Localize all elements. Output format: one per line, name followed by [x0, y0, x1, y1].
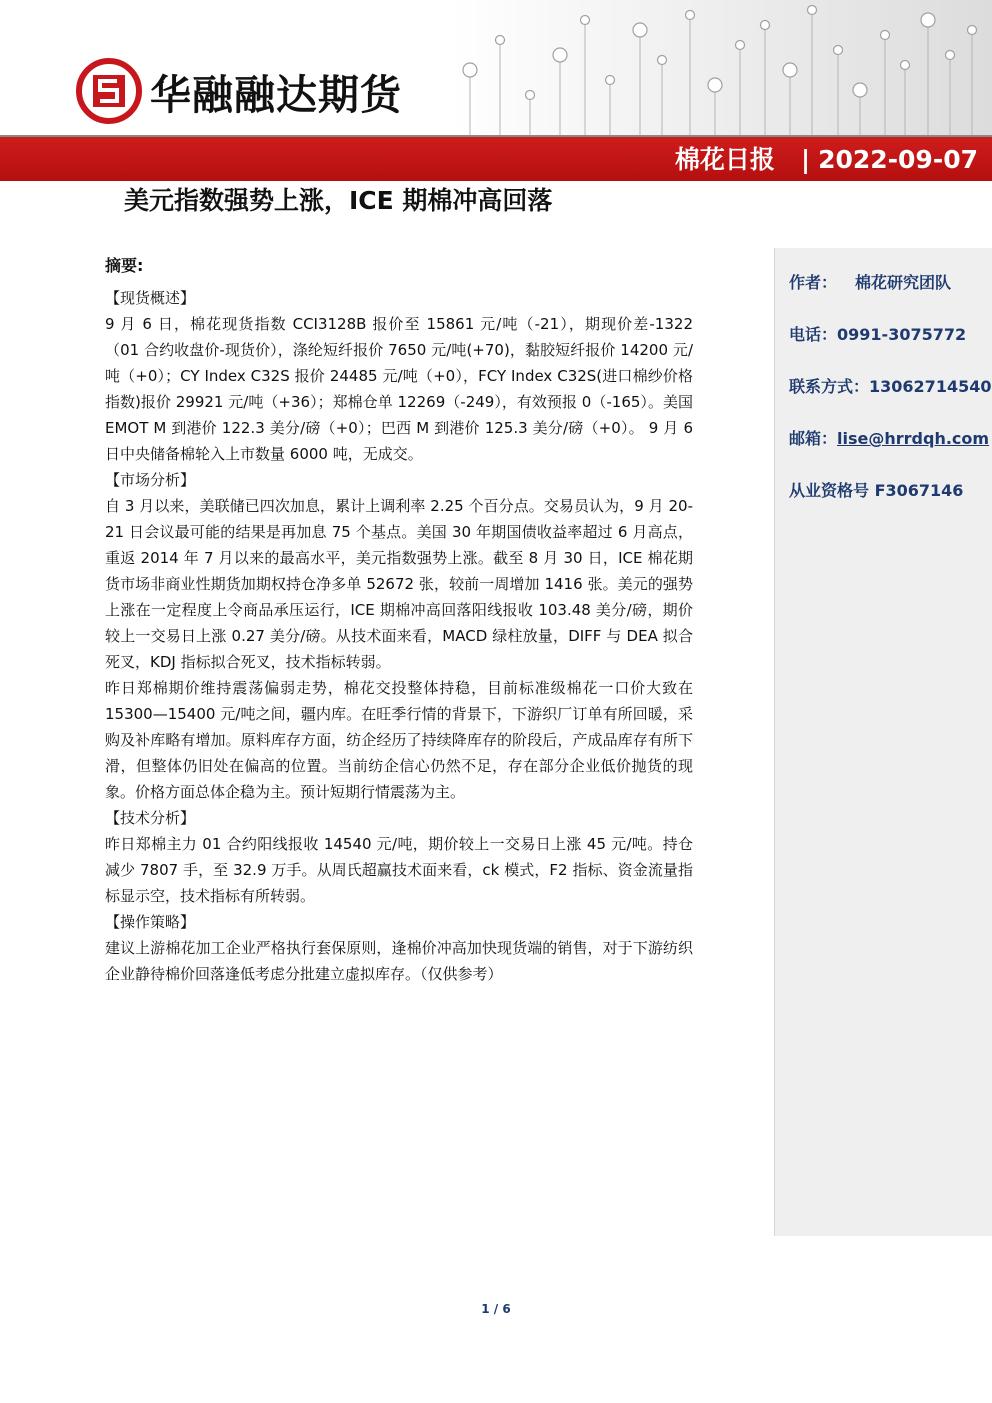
email-label: 邮箱： [789, 429, 838, 448]
market-section-title: 【市场分析】 [105, 471, 196, 489]
spot-section-title: 【现货概述】 [105, 289, 196, 307]
email-row [789, 426, 989, 449]
summary-title: 摘要: [105, 256, 144, 275]
author-value: 棉花研究团队 [855, 273, 952, 292]
main-content [105, 285, 693, 987]
author-label: 作者： [789, 273, 838, 292]
strategy-section-body: 建议上游棉花加工企业严格执行套保原则，逢棉价冲高加快现货端的销售，对于下游纺织企业静待棉价回落逢低考虑分批建立虚拟库存。（仅供参考） [105, 939, 693, 983]
strategy-section-title: 【操作策略】 [105, 913, 196, 931]
report-title-line [675, 140, 978, 176]
author-sidebar [774, 248, 992, 1236]
header-decoration [0, 0, 992, 140]
page-title: 美元指数强势上涨，ICE 期棉冲高回落 [124, 186, 553, 215]
contact-label: 联系方式： [789, 377, 870, 396]
contact-value: 13062714540 [869, 377, 992, 396]
phone-label: 电话： [789, 325, 838, 344]
author-row [789, 270, 951, 293]
tech-section-title: 【技术分析】 [105, 809, 196, 827]
phone-value: 0991-3075772 [837, 325, 967, 344]
spot-section-body: 9 月 6 日，棉花现货指数 CCI3128B 报价至 15861 元/吨（-21），期现价差-1322（01 合约收盘价-现货价），涤纶短纤报价 7650 元/吨(+70)，黏胶短纤报价 14200 元/吨（+0）；CY Index C32S 报价 24485 元/吨（+0），FCY Index C32S(进口棉纱价格指数)报价 29921 元/吨（+36）；郑棉仓单 12269（-249），有效预报 0（-165）。美国 EMOT M 到港价 122.3 美分/磅（+0）；巴西 M 到港价 125.3 美分/磅（+0）。 9 月 6 日中央储备棉轮入上市数量 6000 吨，无成交。 [105, 315, 693, 463]
separator: | [800, 145, 811, 174]
market-section-body-1: 自 3 月以来，美联储已四次加息，累计上调利率 2.25 个百分点。交易员认为，9 月 20-21 日会议最可能的结果是再加息 75 个基点。美国 30 年期国债收益率超过 6 月高点，重返 2014 年 7 月以来的最高水平，美元指数强势上涨。截至 8 月 30 日，ICE 棉花期货市场非商业性期货加期权持仓净多单 52672 张，较前一周增加 1416 张。美元的强势上涨在一定程度上令商品承压运行，ICE 期棉冲高回落阳线报收 103.48 美分/磅，期价较上一交易日上涨 0.27 美分/磅。从技术面来看，MACD 绿柱放量，DIFF 与 DEA 拟合死叉，KDJ 指标拟合死叉，技术指标转弱。 [105, 497, 693, 671]
license-number: 从业资格号 F3067146 [789, 481, 964, 500]
phone-row [789, 322, 966, 345]
company-logo-icon [76, 58, 142, 124]
tech-section-body: 昨日郑棉主力 01 合约阳线报收 14540 元/吨，期价较上一交易日上涨 45 元/吨。持仓减少 7807 手，至 32.9 万手。从周氏超赢技术面来看，ck 模式，F2 指标、资金流量指标显示空，技术指标有所转弱。 [105, 835, 693, 905]
report-date: 2022-09-07 [818, 145, 978, 174]
page-number: 1 / 6 [481, 1302, 511, 1316]
company-name: 华融融达期货 [150, 71, 402, 119]
contact-row [789, 374, 991, 397]
report-type: 棉花日报 [674, 145, 775, 174]
market-section-body-2: 昨日郑棉期价维持震荡偏弱走势，棉花交投整体持稳，目前标准级棉花一口价大致在 15300—15400 元/吨之间，疆内库。在旺季行情的背景下，下游织厂订单有所回暖，采购及补库略有增加。原料库存方面，纺企经历了持续降库存的阶段后，产成品库存有所下滑，但整体仍旧处在偏高的位置。当前纺企信心仍然不足，存在部分企业低价抛货的现象。价格方面总体企稳为主。预计短期行情震荡为主。 [105, 679, 693, 801]
email-link[interactable]: lise@hrrdqh.com [837, 429, 990, 448]
